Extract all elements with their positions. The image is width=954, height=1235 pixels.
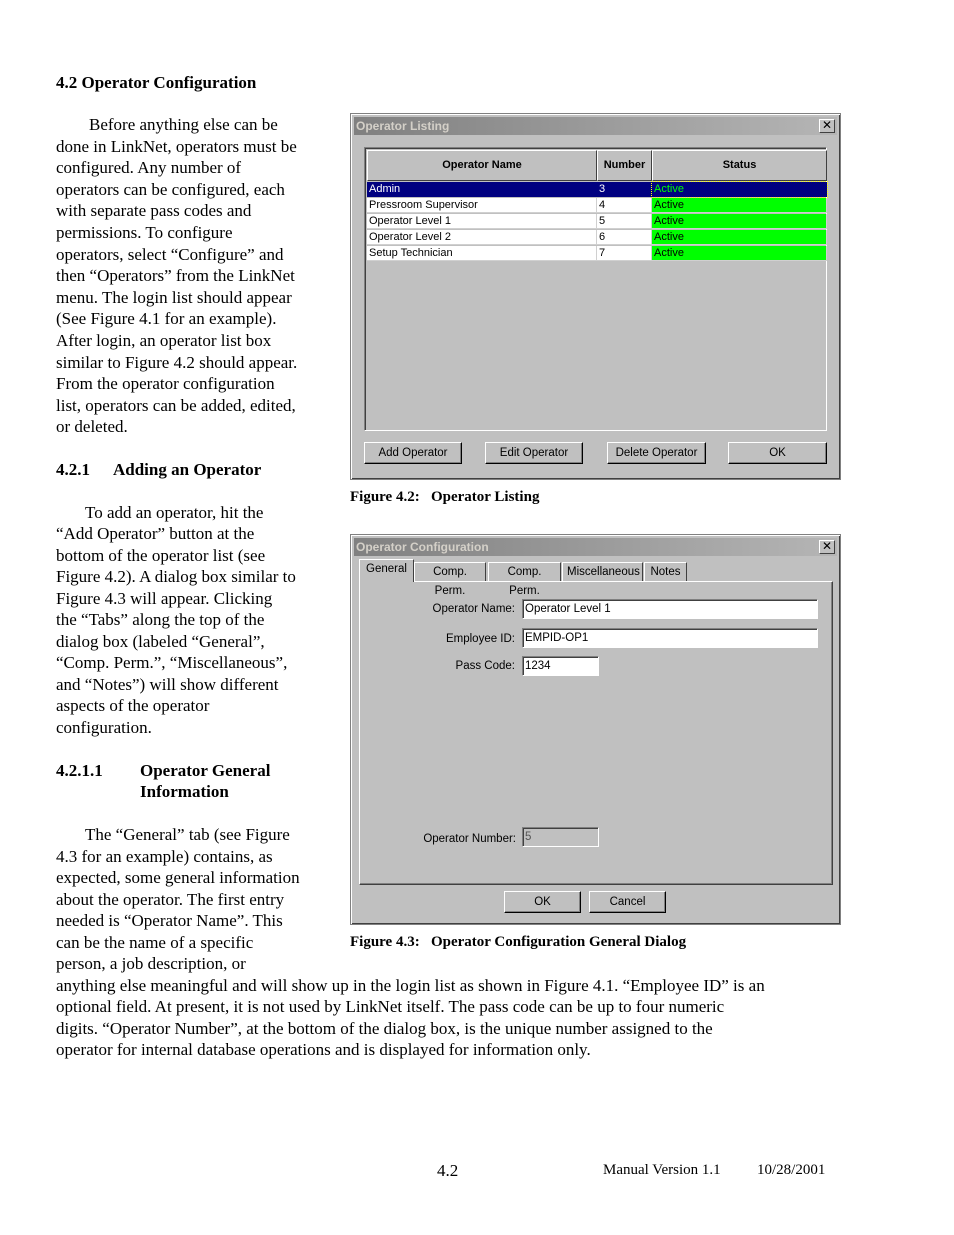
manual-version: Manual Version 1.1 [603,1162,721,1178]
subsection-title-add: Adding an Operator [113,460,262,479]
operator-listing-window [350,113,841,480]
text-line: then “Operators” from the LinkNet [56,266,295,285]
tab-comp-perm-2[interactable]: Comp. Perm. [488,562,561,582]
text-line: with separate pass codes and [56,201,252,220]
figure-caption-4-2 [350,489,539,506]
ok-button[interactable]: OK [728,442,827,464]
caption-label: Figure 4.2: [350,489,420,505]
pass-code-field[interactable]: 1234 [522,656,599,676]
text-line: To add an operator, hit the [85,503,264,522]
figure-caption-4-3 [350,934,686,951]
operator-number-field: 5 [522,827,599,847]
subsubsection-title-line1: Operator General [140,761,271,780]
close-icon[interactable]: ✕ [819,540,835,554]
text-line: (See Figure 4.1 for an example). [56,309,277,328]
close-icon[interactable]: ✕ [819,119,835,133]
cell-operator-name: Operator Level 1 [367,214,597,229]
cell-operator-name: Pressroom Supervisor [367,198,597,213]
cell-status: Active [652,214,827,229]
cell-status: Active [652,246,827,261]
text-line: anything else meaningful and will show up in the login list as shown in Figure 4.1. “Employee ID” is an [56,976,765,995]
cell-status: Active [652,230,827,245]
text-line: configured. Any number of [56,158,242,177]
operator-number-label: Operator Number: [423,833,516,845]
window-title: Operator Configuration [356,540,489,554]
column-header-status[interactable]: Status [652,150,827,181]
text-line: aspects of the operator [56,696,210,715]
window-title: Operator Listing [356,119,450,133]
cell-operator-name: Admin [367,182,597,197]
edit-operator-button[interactable]: Edit Operator [485,442,583,464]
text-line: permissions. To configure [56,223,233,242]
text-line: operators, select “Configure” and [56,245,284,264]
text-line: and “Notes”) will show different [56,675,279,694]
text-line: From the operator configuration [56,374,275,393]
text-line: can be the name of a specific [56,933,254,952]
caption-text: Operator Listing [430,489,540,505]
cell-operator-name: Operator Level 2 [367,230,597,245]
text-line: configuration. [56,718,152,737]
column-header-operator-name[interactable]: Operator Name [367,150,597,181]
text-line: operator for internal database operations and is displayed for information only. [56,1040,591,1059]
add-operator-button[interactable]: Add Operator [364,442,462,464]
ok-button[interactable]: OK [504,891,581,913]
text-line: optional field. At present, it is not used by LinkNet itself. The pass code can be up to four numeric [56,997,725,1016]
subsubsection-number: 4.2.1.1 [56,761,103,780]
text-line: Before anything else can be [89,115,278,134]
text-line: person, a job description, or [56,954,246,973]
text-line: or deleted. [56,417,128,436]
text-line: operators can be configured, each [56,180,285,199]
subsection-number-add: 4.2.1 [56,460,90,479]
cancel-button[interactable]: Cancel [589,891,666,913]
text-line: “Comp. Perm.”, “Miscellaneous”, [56,653,288,672]
text-line: The “General” tab (see Figure [85,825,290,844]
page-number: 4.2 [437,1161,459,1180]
text-line: bottom of the operator list (see [56,546,266,565]
text-line: similar to Figure 4.2 should appear. [56,353,298,372]
operator-name-label: Operator Name: [432,603,515,615]
text-line: list, operators can be added, edited, [56,396,296,415]
cell-status: Active [652,198,827,213]
caption-text: Operator Configuration General Dialog [430,934,687,950]
manual-date: 10/28/2001 [757,1162,826,1178]
text-line: dialog box (labeled “General”, [56,632,265,651]
general-tab-pane [359,581,833,885]
text-line: done in LinkNet, operators must be [56,137,297,156]
caption-label: Figure 4.3: [350,934,420,950]
cell-number: 4 [597,198,652,213]
text-line: 4.3 for an example) contains, as [56,847,273,866]
operator-configuration-window [350,534,841,925]
text-line: menu. The login list should appear [56,288,292,307]
text-line: “Add Operator” button at the [56,524,255,543]
tab-notes[interactable]: Notes [644,562,687,582]
text-line: about the operator. The first entry [56,890,285,909]
employee-id-label: Employee ID: [445,633,515,645]
column-header-number[interactable]: Number [597,150,652,181]
cell-number: 5 [597,214,652,229]
cell-number: 3 [597,182,652,197]
employee-id-field[interactable]: EMPID-OP1 [522,628,818,648]
operator-name-field[interactable]: Operator Level 1 [522,599,818,619]
delete-operator-button[interactable]: Delete Operator [607,442,706,464]
cell-status: Active [652,182,827,197]
tab-comp-perm-1[interactable]: Comp. Perm. [414,562,486,582]
text-line: needed is “Operator Name”. This [56,911,283,930]
text-line: After login, an operator list box [56,331,272,350]
text-line: the “Tabs” along the top of the [56,610,265,629]
text-line: Figure 4.3 will appear. Clicking [56,589,273,608]
subsubsection-title-line2: Information [140,782,229,801]
text-line: Figure 4.2). A dialog box similar to [56,567,296,586]
pass-code-label: Pass Code: [455,660,515,672]
cell-operator-name: Setup Technician [367,246,597,261]
tab-general[interactable]: General [359,559,414,582]
titlebar [354,538,837,556]
titlebar [354,117,837,135]
text-line: digits. “Operator Number”, at the bottom of the dialog box, is the unique number assigned to the [56,1019,713,1038]
section-heading: 4.2 Operator Configuration [56,73,257,92]
cell-number: 7 [597,246,652,261]
operator-list[interactable] [364,147,827,431]
text-line: expected, some general information [56,868,300,887]
cell-number: 6 [597,230,652,245]
tab-miscellaneous[interactable]: Miscellaneous [562,562,643,582]
